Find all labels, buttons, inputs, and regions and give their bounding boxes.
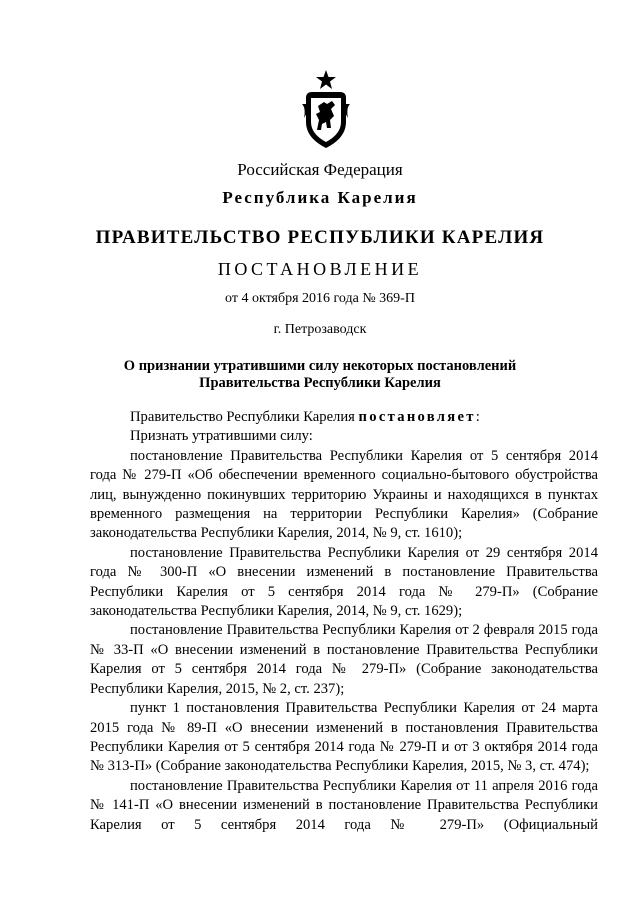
list-item: постановление Правительства Республики Карелия от 2 февраля 2015 года № 33-П «О внесении изменений в постановление Правительства Республики Карелия от 5 сентября 2014 года № 279-П» (Собрание законодательства Республики Карелия, 2015, № 2, ст. 237); <box>90 622 598 697</box>
list-item: постановление Правительства Республики Карелия от 11 апреля 2016 года № 141-П «О внесении изменений в постановление Правительства Республики Карелия от 5 сентября 2014 года № 279-П» (Официальный <box>90 777 598 833</box>
document-city: г. Петрозаводск <box>273 322 367 337</box>
list-item: постановление Правительства Республики Карелия от 29 сентября 2014 года № 300-П «О внесении изменений в постановление Правительства Республики Карелия от 5 сентября 2014 года № 279-П» (Собрание законодательства Республики Карелия, 2014, № 9, ст. 1629); <box>90 544 598 620</box>
list-item: пункт 1 постановления Правительства Республики Карелия от 24 марта 2015 года № 89-П «О внесении изменений в постановления Правительства Республики Карелия от 5 сентября 2014 года № 279-П и от 3 октября 2014 года № 313-П» (Собрание законодательства Республики Карелия, 2015, № 3, ст. 474); <box>90 700 598 775</box>
recognize-paragraph: Признать утратившими силу: <box>130 428 313 445</box>
document-date-number: от 4 октября 2016 года № 369-П <box>225 291 415 306</box>
subject-line-2: Правительства Республики Карелия <box>199 375 441 391</box>
document-subject <box>0 358 640 392</box>
document-type-heading: ПОСТАНОВЛЕНИЕ <box>217 259 423 279</box>
republic-label: Республика Карелия <box>222 188 418 207</box>
federation-label: Российская Федерация <box>237 160 403 179</box>
karelia-coat-of-arms-icon <box>300 68 352 150</box>
subject-line-1: О признании утратившими силу некоторых постановлений <box>123 358 517 374</box>
intro-prefix: Правительство Республики Карелия <box>130 409 359 425</box>
list-item: постановление Правительства Республики Карелия от 5 сентября 2014 года № 279-П «Об обеспечении временного социально-бытового обустройства лиц, вынужденно покинувших территорию Украины и находящихся в пунктах временного размещения на территории Республики Карелия» (Собрание законодательства Республики Карелия, 2014, № 9, ст. 1610); <box>90 447 598 542</box>
document-body <box>90 408 598 835</box>
intro-verb: постановляет <box>358 409 476 425</box>
intro-paragraph <box>90 408 598 427</box>
government-heading: ПРАВИТЕЛЬСТВО РЕСПУБЛИКИ КАРЕЛИЯ <box>95 227 545 248</box>
intro-suffix: : <box>475 409 480 425</box>
